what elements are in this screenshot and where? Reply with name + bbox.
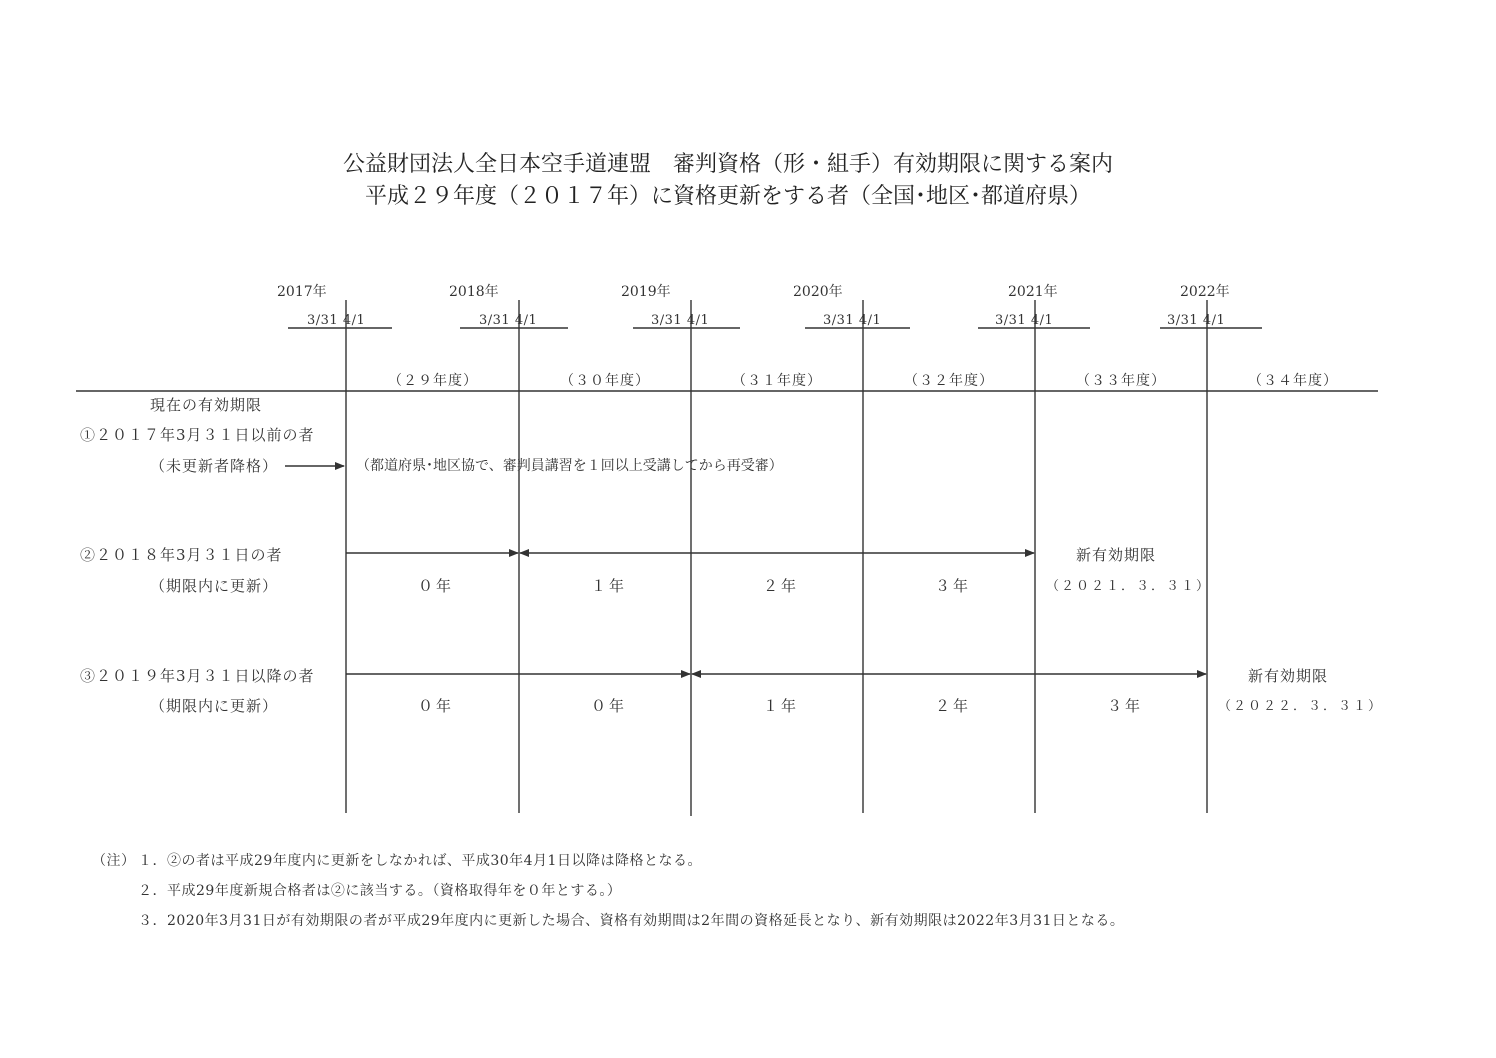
row2-new-expiry-label: 新有効期限 [1076, 546, 1157, 564]
row3-count: ３年 [1107, 697, 1144, 715]
date-label-2022: 3/31 4/1 [1167, 313, 1226, 328]
row2-label: ②２０１８年3月３１日の者 [80, 546, 283, 564]
fiscal-year-31: （３１年度） [732, 373, 822, 389]
row3-label: ③２０１９年3月３１日以降の者 [80, 667, 315, 685]
row3-count: １年 [763, 697, 800, 715]
date-label-2019: 3/31 4/1 [651, 313, 710, 328]
note-item: ２．平成29年度新規合格者は②に該当する。（資格取得年を０年とする。） [138, 883, 622, 899]
year-label-2020: 2020年 [793, 284, 843, 300]
row2-count: １年 [591, 577, 628, 595]
row2-count: ２年 [763, 577, 800, 595]
page-title-line1: 公益財団法人全日本空手道連盟 審判資格（形・組手）有効期限に関する案内 [342, 152, 1113, 177]
note-item: １．②の者は平成29年度内に更新をしなかれば、平成30年4月1日以降は降格となる。 [138, 853, 702, 869]
fiscal-year-32: （３２年度） [904, 373, 994, 389]
fiscal-year-34: （３４年度） [1248, 373, 1338, 389]
note-item: ３．2020年3月31日が有効期限の者が平成29年度内に更新した場合、資格有効期間は2年間の資格延長となり、新有効期限は2022年3月31日となる。 [138, 913, 1125, 929]
year-label-2019: 2019年 [621, 284, 671, 300]
row2-count: ０年 [418, 577, 455, 595]
row1-note: （都道府県･地区協で、審判員講習を１回以上受講してから再受審） [356, 458, 783, 474]
row3-count: ２年 [935, 697, 972, 715]
row2-sub: （期限内に更新） [150, 577, 279, 595]
date-label-2018: 3/31 4/1 [479, 313, 538, 328]
fiscal-year-29: （２９年度） [388, 373, 478, 389]
row1-label: ①２０１７年3月３１日以前の者 [80, 426, 315, 444]
row3-count: ０年 [591, 697, 628, 715]
row3-new-expiry-date: （２０２２．３．３１） [1218, 699, 1384, 714]
year-label-2018: 2018年 [449, 284, 499, 300]
fiscal-year-33: （３３年度） [1076, 373, 1166, 389]
year-label-2021: 2021年 [1008, 284, 1058, 300]
row1-sub: （未更新者降格） [150, 457, 279, 475]
row3-count: ０年 [418, 697, 455, 715]
year-label-2022: 2022年 [1180, 284, 1230, 300]
page-title-line2: 平成２９年度（２０１７年）に資格更新をする者（全国･地区･都道府県） [364, 184, 1091, 209]
current-expiry-heading: 現在の有効期限 [150, 396, 263, 414]
notes-prefix: （注） [92, 853, 136, 869]
fiscal-year-30: （３０年度） [560, 373, 650, 389]
year-label-2017: 2017年 [277, 284, 327, 300]
row3-sub: （期限内に更新） [150, 697, 279, 715]
row2-new-expiry-date: （２０２１．３．３１） [1046, 579, 1212, 594]
row2-count: ３年 [935, 577, 972, 595]
row3-new-expiry-label: 新有効期限 [1248, 667, 1329, 685]
date-label-2021: 3/31 4/1 [995, 313, 1054, 328]
date-label-2017: 3/31 4/1 [307, 313, 366, 328]
date-label-2020: 3/31 4/1 [823, 313, 882, 328]
